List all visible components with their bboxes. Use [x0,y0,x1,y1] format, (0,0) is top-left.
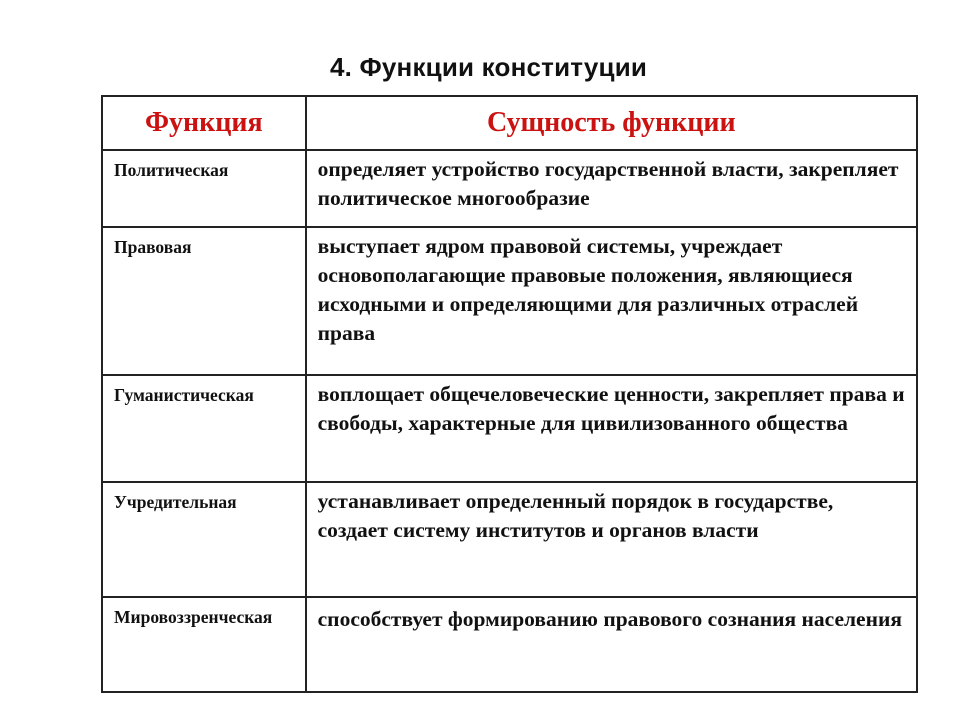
function-name: Мировоззренческая [102,597,306,692]
function-description: устанавливает определенный порядок в государстве, создает систему институтов и органов власти [306,482,917,597]
function-description: способствует формированию правового сознания населения [306,597,917,692]
table-row [102,375,917,482]
functions-table [101,95,918,693]
table-row [102,597,917,692]
function-description: выступает ядром правовой системы, учреждает основополагающие правовые положения, являющиеся исходными и определяющими для различных отраслей права [306,227,917,375]
function-name: Правовая [102,227,306,375]
function-name: Политическая [102,150,306,227]
table-row [102,227,917,375]
page-title: 4. Функции конституции [330,52,648,82]
header-function: Функция [102,96,306,150]
table-row [102,150,917,227]
table-row [102,482,917,597]
function-name: Учредительная [102,482,306,597]
function-description: определяет устройство государственной власти, закрепляет политическое многообразие [306,150,917,227]
table-header-row [102,96,917,150]
header-essence: Сущность функции [306,96,917,150]
function-name: Гуманистическая [102,375,306,482]
function-description: воплощает общечеловеческие ценности, закрепляет права и свободы, характерные для цивилизованного общества [306,375,917,482]
